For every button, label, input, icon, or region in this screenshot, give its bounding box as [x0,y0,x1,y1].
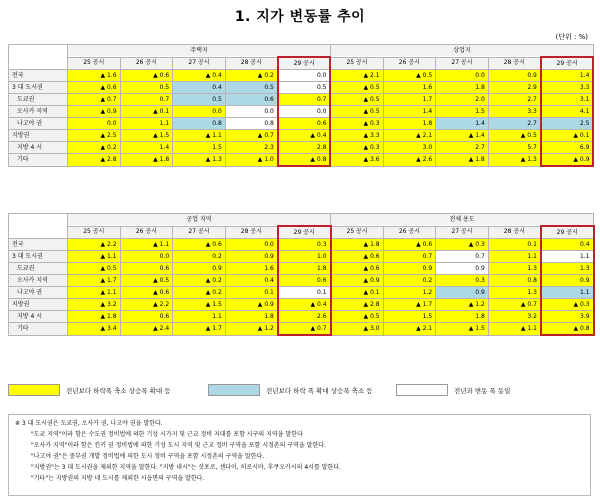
legend-label-white: 전년과 변동 폭 동일 [454,386,511,395]
value-cell: 1.1 [173,311,226,323]
value-cell: 0.2 [173,251,226,263]
legend-item-yellow [8,384,171,396]
value-cell: ▲ 1.6 [68,70,121,82]
value-cell: ▲ 0.8 [541,323,594,336]
value-cell: 1.2 [383,287,436,299]
table-row [9,130,594,142]
value-cell: ▲ 3.2 [68,299,121,311]
value-cell: 0.6 [278,118,331,130]
value-cell: ▲ 0.2 [173,287,226,299]
value-cell: 0.1 [278,287,331,299]
value-cell: 0.6 [120,263,173,275]
unit-label: (단위 : %) [555,33,588,41]
value-cell: ▲ 1.1 [173,130,226,142]
value-cell: ▲ 0.7 [68,94,121,106]
value-cell: 0.9 [488,70,541,82]
value-cell: ▲ 0.2 [173,275,226,287]
value-cell: 0.5 [278,82,331,94]
table-row [9,311,594,323]
year-header: 28 공시 [488,57,541,70]
value-cell: 2.5 [541,118,594,130]
value-cell: 0.3 [278,239,331,251]
value-cell: 0.4 [173,82,226,94]
value-cell: 0.6 [120,311,173,323]
legend-label-yellow: 전년보다 하락폭 축소 상승폭 확대 등 [66,386,171,395]
table-row [9,82,594,94]
value-cell: ▲ 1.8 [436,154,489,167]
group-header-right: 전체 용도 [331,214,594,227]
value-cell: ▲ 3.6 [330,154,383,167]
value-cell: 0.0 [225,239,278,251]
value-cell: 0.9 [225,251,278,263]
year-header: 29 공시 [541,57,594,70]
value-cell: 0.0 [436,70,489,82]
year-header: 25 공시 [68,226,121,239]
value-cell: ▲ 0.3 [541,299,594,311]
value-cell: ▲ 1.7 [173,323,226,336]
row-label: 나고야 권 [9,118,68,130]
footnote-line: "기타"는 지방권의 지방 네 도시를 제외한 시읍면의 구역을 말한다. [31,475,205,482]
value-cell: 3.3 [541,82,594,94]
value-cell: 0.9 [436,263,489,275]
year-header: 25 공시 [330,57,383,70]
value-cell: ▲ 0.3 [330,118,383,130]
value-cell: ▲ 0.5 [488,130,541,142]
value-cell: ▲ 2.1 [330,70,383,82]
row-label: 기타 [9,154,68,167]
value-cell: 1.4 [383,106,436,118]
value-cell: ▲ 0.5 [120,275,173,287]
value-cell: ▲ 0.5 [330,106,383,118]
table-row [9,142,594,154]
value-cell: ▲ 0.6 [120,287,173,299]
value-cell: 1.8 [436,311,489,323]
value-cell: 0.1 [225,287,278,299]
table-row [9,239,594,251]
table-row [9,154,594,167]
year-header: 26 공시 [120,226,173,239]
row-label: 오사카 지역 [9,275,68,287]
value-cell: ▲ 0.6 [68,82,121,94]
value-cell: ▲ 2.5 [68,130,121,142]
value-cell: ▲ 3.4 [68,323,121,336]
value-cell: 1.1 [541,251,594,263]
year-header: 28 공시 [225,226,278,239]
value-cell: 0.0 [120,251,173,263]
year-header: 26 공시 [120,57,173,70]
value-cell: ▲ 0.4 [278,299,331,311]
value-cell: 1.1 [488,251,541,263]
value-cell: ▲ 1.1 [68,251,121,263]
value-cell: ▲ 0.5 [330,94,383,106]
value-cell: 0.7 [383,251,436,263]
value-cell: ▲ 0.6 [331,263,384,275]
table-row [9,118,594,130]
value-cell: 2.9 [488,82,541,94]
year-header: 25 공시 [68,57,121,70]
value-cell: 2.0 [436,94,489,106]
legend-swatch-blue [208,384,260,396]
value-cell: ▲ 0.5 [330,82,383,94]
group-header-right: 상업지 [330,45,593,58]
value-cell: ▲ 0.9 [225,299,278,311]
value-cell: 2.6 [278,311,331,323]
row-label: 나고야 권 [9,287,68,299]
row-label: 지방 4 시 [9,142,68,154]
value-cell: ▲ 1.5 [120,130,173,142]
value-cell: 0.5 [225,82,278,94]
legend-label-blue: 전년보다 하락 폭 확대 상승폭 축소 등 [266,386,373,395]
value-cell: 0.0 [173,106,226,118]
table-row [9,70,594,82]
value-cell: ▲ 0.2 [225,70,278,82]
value-cell: 0.3 [436,275,489,287]
year-header: 28 공시 [225,57,278,70]
value-cell: ▲ 1.1 [68,287,121,299]
value-cell: ▲ 0.1 [120,106,173,118]
value-cell: 1.0 [278,251,331,263]
table-row [9,287,594,299]
value-cell: ▲ 0.9 [541,154,594,167]
value-cell: ▲ 3.0 [331,323,384,336]
value-cell: ▲ 0.6 [331,251,384,263]
row-label: 지방권 [9,130,68,142]
table-row [9,263,594,275]
row-label: 3 대 도시권 [9,251,68,263]
row-label: 지방권 [9,299,68,311]
value-cell: ▲ 0.3 [330,142,383,154]
legend-swatch-yellow [8,384,60,396]
value-cell: 0.2 [383,275,436,287]
value-cell: 3.2 [488,311,541,323]
footnote-line: ※ 3 대 도시권은 도쿄권, 오사카 권, 나고야 권을 말한다. [15,420,163,427]
value-cell: 0.8 [173,118,226,130]
value-cell: ▲ 1.5 [173,299,226,311]
value-cell: ▲ 1.3 [173,154,226,167]
value-cell: 1.7 [383,94,436,106]
value-cell: 0.0 [68,118,121,130]
value-cell: 1.4 [436,118,489,130]
row-label: 오사카 지역 [9,106,68,118]
value-cell: 1.8 [278,263,331,275]
value-cell: 1.3 [488,287,541,299]
row-label: 지방 4 시 [9,311,68,323]
value-cell: 2.8 [278,142,331,154]
footnote-line: "나고야 권"은 중부권 개발 정비법에 의한 도시 정비 구역을 포함 시정촌의 구역을 말한다. [31,453,265,460]
value-cell: ▲ 0.7 [488,299,541,311]
value-cell: 1.3 [488,263,541,275]
value-cell: 0.8 [488,275,541,287]
value-cell: ▲ 1.8 [120,154,173,167]
value-cell: 0.9 [541,275,594,287]
value-cell: 2.7 [488,94,541,106]
value-cell: 1.5 [173,142,226,154]
value-cell: ▲ 1.3 [488,154,541,167]
table-row [9,94,594,106]
year-header: 25 공시 [331,226,384,239]
value-cell: ▲ 2.6 [383,154,436,167]
value-cell: ▲ 0.2 [68,142,121,154]
value-cell: 3.0 [383,142,436,154]
value-cell: 0.0 [278,106,331,118]
year-header: 27 공시 [173,57,226,70]
legend-item-blue [208,384,373,396]
legend-swatch-white [396,384,448,396]
value-cell: 3.1 [541,94,594,106]
value-cell: ▲ 0.9 [68,106,121,118]
year-header: 26 공시 [383,57,436,70]
value-cell: ▲ 2.8 [331,299,384,311]
value-cell: 2.7 [488,118,541,130]
footnotes-box [8,414,591,496]
row-label: 전국 [9,70,68,82]
table-row [9,251,594,263]
value-cell: 1.6 [383,82,436,94]
value-cell: ▲ 1.8 [331,239,384,251]
value-cell: 1.5 [383,311,436,323]
value-cell: 0.8 [225,118,278,130]
value-cell: 0.7 [436,251,489,263]
value-cell: ▲ 0.5 [383,70,436,82]
row-label: 기타 [9,323,68,336]
value-cell: 1.8 [383,118,436,130]
value-cell: ▲ 1.0 [225,154,278,167]
value-cell: ▲ 0.1 [541,130,594,142]
table-row [9,299,594,311]
legend-item-white [396,384,510,396]
year-header: 27 공시 [436,57,489,70]
value-cell: ▲ 1.8 [68,311,121,323]
value-cell: 1.5 [436,106,489,118]
value-cell: ▲ 0.4 [278,130,331,142]
value-cell: 0.5 [173,94,226,106]
residential-commercial-table [8,44,594,167]
corner-cell [9,45,68,70]
group-header-left: 주택지 [68,45,331,58]
value-cell: 1.8 [436,82,489,94]
value-cell: ▲ 2.4 [120,323,173,336]
value-cell: ▲ 0.5 [68,263,121,275]
value-cell: 1.3 [541,263,594,275]
value-cell: 0.9 [436,287,489,299]
value-cell: 5.7 [488,142,541,154]
value-cell: ▲ 2.2 [68,239,121,251]
value-cell: 1.1 [541,287,594,299]
value-cell: ▲ 0.1 [331,287,384,299]
value-cell: ▲ 0.5 [331,311,384,323]
value-cell: ▲ 1.4 [436,130,489,142]
value-cell: ▲ 0.9 [331,275,384,287]
footnote-line: "도쿄 지역"이라 함은 수도권 정비법에 의한 기성 시가지 및 근교 정비 지대를 포함 시구의 지역을 말한다 [31,431,303,438]
value-cell: 0.9 [383,263,436,275]
value-cell: 3.3 [488,106,541,118]
year-header: 26 공시 [383,226,436,239]
value-cell: 1.1 [120,118,173,130]
value-cell: 0.4 [225,275,278,287]
corner-cell [9,214,68,239]
table-row [9,323,594,336]
page-title: 1. 지가 변동률 추이 [234,9,366,25]
table-row [9,275,594,287]
year-header: 28 공시 [488,226,541,239]
industrial-overall-table [8,213,595,336]
value-cell: ▲ 1.5 [436,323,489,336]
value-cell: 0.1 [488,239,541,251]
row-label: 도쿄권 [9,263,68,275]
value-cell: ▲ 0.8 [278,154,331,167]
value-cell: 6.9 [541,142,594,154]
row-label: 3 대 도시권 [9,82,68,94]
value-cell: 0.4 [541,239,594,251]
value-cell: ▲ 2.2 [120,299,173,311]
value-cell: 1.4 [120,142,173,154]
value-cell: 0.7 [120,94,173,106]
year-header: 29 공시 [278,226,331,239]
value-cell: ▲ 1.2 [436,299,489,311]
group-header-left: 공업 지역 [68,214,331,227]
value-cell: 3.9 [541,311,594,323]
row-label: 도쿄권 [9,94,68,106]
value-cell: ▲ 1.7 [68,275,121,287]
value-cell: ▲ 1.1 [120,239,173,251]
value-cell: ▲ 3.3 [330,130,383,142]
legend [8,384,593,398]
value-cell: 1.4 [541,70,594,82]
value-cell: ▲ 1.2 [225,323,278,336]
year-header: 27 공시 [436,226,489,239]
value-cell: 4.1 [541,106,594,118]
value-cell: 0.9 [173,263,226,275]
year-header: 29 공시 [278,57,331,70]
value-cell: ▲ 0.6 [383,239,436,251]
value-cell: ▲ 0.7 [225,130,278,142]
value-cell: ▲ 2.1 [383,323,436,336]
value-cell: ▲ 2.8 [68,154,121,167]
footnote-line: "오사카 지역"이라 함은 킨키 권 정비법에 의한 기성 도시 지역 및 근교 정비 구역을 포함 시정촌의 구역을 말한다. [31,442,326,449]
value-cell: 0.6 [278,275,331,287]
value-cell: 0.0 [278,70,331,82]
value-cell: 1.6 [225,263,278,275]
value-cell: 0.0 [225,106,278,118]
value-cell: ▲ 2.1 [383,130,436,142]
footnote-line: "지방권"는 3 대 도시권을 제외한 지역을 말한다. "지방 네시"는 삿포로, 센다이, 히로시마, 후쿠오카시의 4시를 말한다. [31,464,341,471]
value-cell: ▲ 0.6 [173,239,226,251]
value-cell: 0.7 [278,94,331,106]
year-header: 29 공시 [541,226,594,239]
value-cell: ▲ 0.3 [436,239,489,251]
value-cell: 2.3 [225,142,278,154]
value-cell: ▲ 0.7 [278,323,331,336]
value-cell: 0.5 [120,82,173,94]
value-cell: ▲ 1.1 [488,323,541,336]
value-cell: 2.7 [436,142,489,154]
year-header: 27 공시 [173,226,226,239]
value-cell: ▲ 1.7 [383,299,436,311]
table-row [9,106,594,118]
value-cell: ▲ 0.4 [173,70,226,82]
value-cell: 1.8 [225,311,278,323]
value-cell: 0.6 [225,94,278,106]
row-label: 전국 [9,239,68,251]
value-cell: ▲ 0.6 [120,70,173,82]
